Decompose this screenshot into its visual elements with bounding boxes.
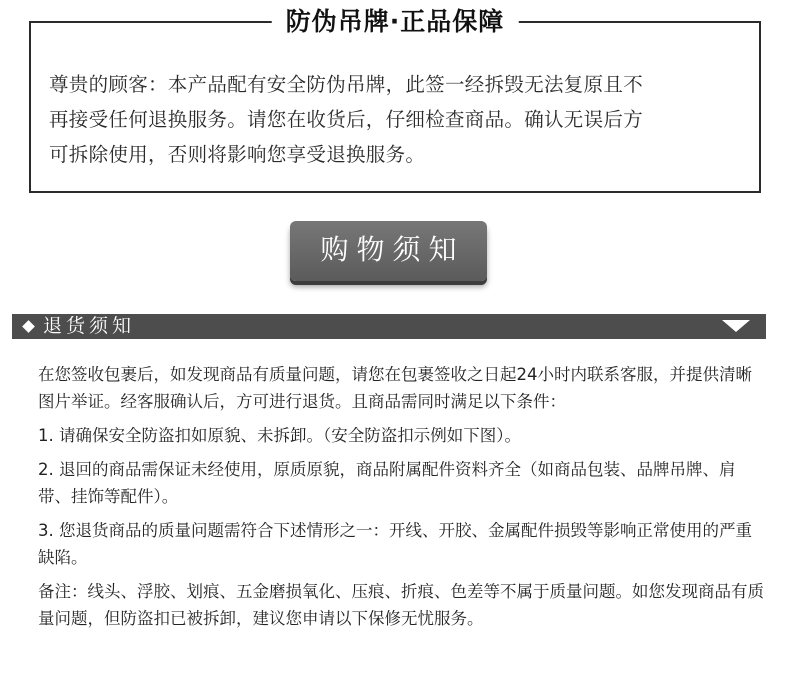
- diamond-icon: [22, 320, 35, 333]
- return-policy-item: 2. 退回的商品需保证未经使用，原质原貌，商品附属配件资料齐全（如商品包装、品牌吊牌、肩带、挂饰等配件）。: [38, 460, 736, 506]
- return-policy-intro: 在您签收包裹后，如发现商品有质量问题，请您在包裹签收之日起24小时内联系客服，并提供清晰图片举证。经客服确认后，方可进行退货。且商品需同时满足以下条件：: [38, 365, 752, 411]
- tag-notice-box: [29, 7, 761, 193]
- return-policy-title: 退货须知: [43, 315, 136, 337]
- return-policy-note: 备注：线头、浮胶、划痕、五金磨损氧化、压痕、折痕、色差等不属于质量问题。如您发现商品有质量问题，但防盗扣已被拆卸，建议您申请以下保修无忧服务。: [38, 582, 764, 628]
- tag-notice-body: [49, 67, 743, 172]
- tag-notice-line: 再接受任何退换服务。请您在收货后，仔细检查商品。确认无误后方: [49, 108, 644, 131]
- tag-notice-line: 尊贵的顾客：本产品配有安全防伪吊牌，此签一经拆毁无法复原且不: [49, 73, 644, 96]
- tag-notice-title: 防伪吊牌·正品保障: [272, 5, 519, 39]
- shopping-notice-button: 购物须知: [290, 221, 487, 281]
- return-policy-content: [38, 361, 768, 632]
- return-policy-item: 3. 您退货商品的质量问题需符合下述情形之一：开线、开胶、金属配件损毁等影响正常使用的严重缺陷。: [38, 521, 752, 567]
- return-policy-item: 1. 请确保安全防盗扣如原貌、未拆卸。（安全防盗扣示例如下图）。: [38, 426, 521, 445]
- return-policy-bar[interactable]: [12, 314, 766, 339]
- tag-notice-line: 可拆除使用，否则将影响您享受退换服务。: [49, 143, 426, 166]
- chevron-down-icon[interactable]: [722, 320, 750, 332]
